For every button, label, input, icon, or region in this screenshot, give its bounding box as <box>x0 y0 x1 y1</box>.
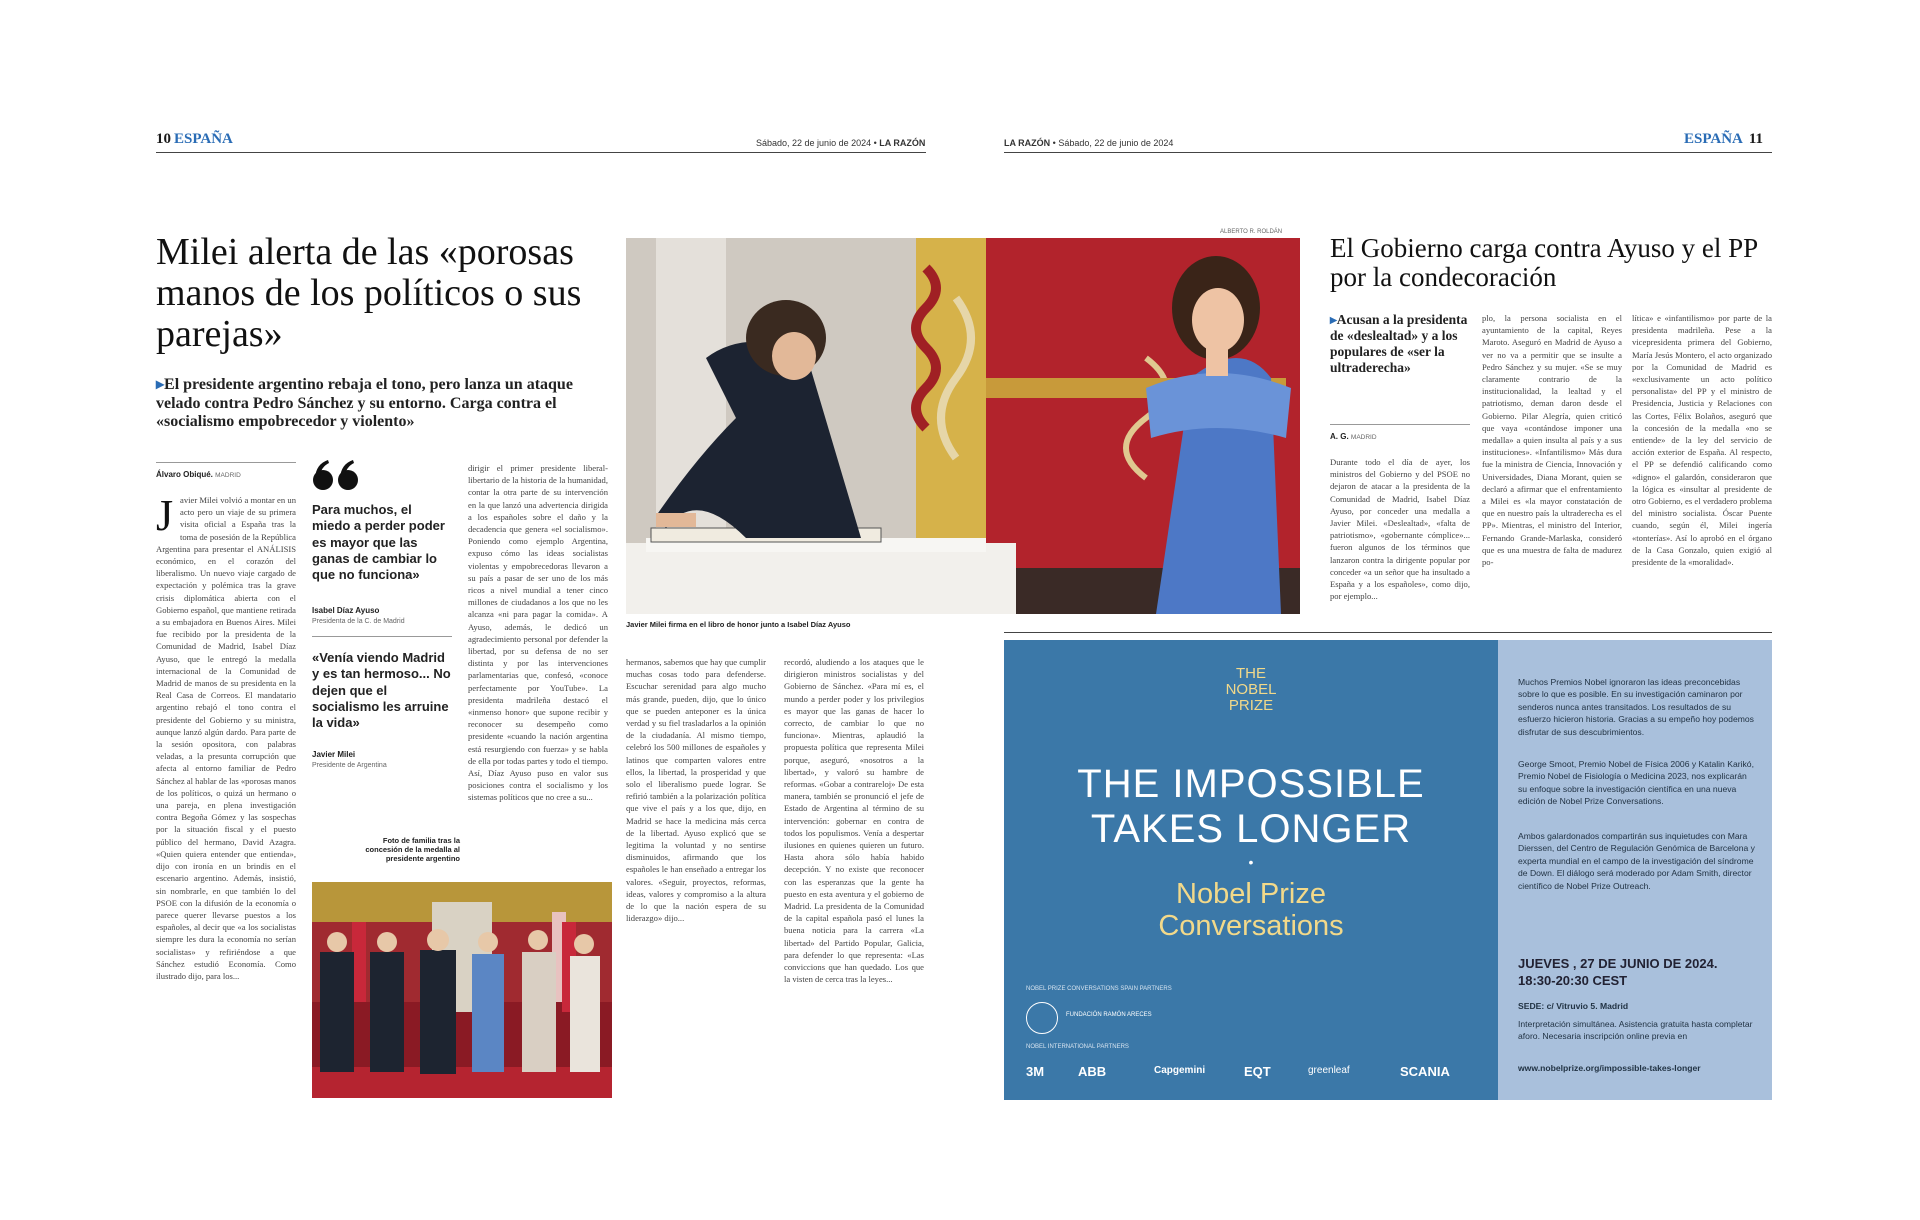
ad-url[interactable]: www.nobelprize.org/impossible-takes-longer <box>1518 1063 1701 1073</box>
fundacion-logo-icon <box>1026 1002 1058 1034</box>
quote1-name: Isabel Díaz Ayuso <box>312 606 380 615</box>
article1-lead-text: El presidente argentino rebaja el tono, pero lanza un ataque velado contra Pedro Sánchez y su entorno. Carga contra el «socialismo empobrecedor y violento» <box>156 376 573 431</box>
article1-place: MADRID <box>215 472 241 479</box>
quote2-role: Presidente de Argentina <box>312 762 387 769</box>
nobel-logo-line2: NOBEL <box>1225 680 1277 698</box>
left-page-number: 10 <box>156 131 171 147</box>
left-date: Sábado, 22 de junio de 2024 <box>756 138 872 148</box>
drop-cap: J <box>156 491 174 540</box>
ad-venue: SEDE: c/ Vitruvio 5. Madrid <box>1518 1001 1629 1011</box>
right-page-number: 11 <box>1748 131 1764 147</box>
partners-label: NOBEL PRIZE CONVERSATIONS SPAIN PARTNERS <box>1026 986 1172 992</box>
article1-byline <box>156 470 241 479</box>
nobel-subtitle-line2: Conversations <box>1158 910 1344 943</box>
left-page-header <box>156 131 233 148</box>
left-header-rule <box>156 152 926 153</box>
sponsor-greenleaf: greenleaf <box>1308 1065 1350 1076</box>
quote-mark-icon <box>312 458 362 499</box>
article1-column-4: hermanos, sabemos que hay que cumplir muchas cosas todo para defenderse. Escuchar serenidad para algo mucho más grande, pueden, dijo, que lo único que se pueden anteponer es la única verdad y su fiel trasladarlos a la opinión de la ciudadanía. Al mismo tiempo, celebró los 500 millones de españoles y latinos que comparten valores entre ellos, la libertad, la prosperidad y que solo el liberalismo puede lograr. Se refirió también a la polarización política que vive el país y a los que, dijo, en Madrid se hace la medicina más cerca de la libertad. Ayuso explicó que se legitima la voluntad y no sentirse disminuidos, afirmando que los españoles le han enseñado a entregar los valores. «Seguir, proyectos, reformas, ideas, valores y compromiso a la altura de lo que la nación espera de su liderazgo» dijo... <box>626 657 766 924</box>
quote1-text: Para muchos, el miedo a perder poder es mayor que las ganas de cambiar lo que no funciona» <box>312 502 445 582</box>
quote2-text: «Venía viendo Madrid y es tan hermoso... No dejen que el socialismo les arruine la vida» <box>312 650 451 730</box>
article1-column-3: dirigir el primer presidente liberal-libertario de la historia de la humanidad, contar la otra parte de su intervención en la que lanzó una advertencia dirigida a los españoles sobre el daño y la decadencia que genera «el socialismo». Poniendo como ejemplo Argentina, expuso cómo las ideas socialistas violentas y empobrecedoras llevaron a su país a pasar de ser uno de los más ricos a nivel mundial a tener cinco millones de ciudadanos a los que no les alcanza «ni para pagar la comida». A Ayuso, además, le dedicó un agradecimiento personal por defender la libertad, por su defensa de no ser distinta y por las intervenciones parlamentarias que, confesó, «conoce perfectamente por YouTube». La presidenta madrileña destacó el «inmenso honor» que supone recibir y reconocer su desempeño como presidente «cuando la nación argentina está resurgiendo con fuerza» y se habla de ella por todas partes y todo el tiempo. Así, Díaz Ayuso puso en valor sus posiciones contra el socialismo y los sistemas políticos que no cree a su... <box>468 463 608 803</box>
nobel-subtitle-line1: Nobel Prize <box>1176 878 1326 910</box>
ad-top-rule <box>1004 632 1772 633</box>
photo-credit: ALBERTO R. ROLDÁN <box>1220 229 1283 235</box>
sponsor-abb: ABB <box>1078 1064 1107 1079</box>
left-page-dateline: Sábado, 22 de junio de 2024 • LA RAZÓN <box>756 138 926 148</box>
nobel-logo-line1: THE <box>1236 665 1266 682</box>
article2-byline <box>1330 432 1377 441</box>
intl-label: NOBEL INTERNATIONAL PARTNERS <box>1026 1044 1129 1050</box>
family-photo <box>312 882 612 1098</box>
main-photo <box>626 238 1300 614</box>
left-section-label: ESPAÑA <box>174 131 233 147</box>
article1-lead <box>156 376 596 432</box>
small-photo-caption: Foto de familia tras la concesión de la medalla al presidente argentino <box>365 836 460 863</box>
left-masthead: LA RAZÓN <box>879 138 926 148</box>
quote1-role: Presidenta de la C. de Madrid <box>312 618 405 625</box>
quote2-name: Javier Milei <box>312 750 356 759</box>
quote-separator <box>312 636 452 637</box>
ad-body-2: George Smoot, Premio Nobel de Física 2006 y Katalin Karikó, Premio Nobel de Fisiología o Medicina 2023, nos explicarán su enfoque sobre la investigación científica en una nueva edición de Nobel Prize Conversations. <box>1518 759 1754 807</box>
article2-headline: El Gobierno carga contra Ayuso y el PP por la condecoración <box>1330 233 1758 293</box>
nobel-logo <box>1004 666 1498 713</box>
article2-lead <box>1330 312 1470 376</box>
nobel-bullet: • <box>1248 854 1254 870</box>
lead-arrow-icon: ▸ <box>156 376 165 393</box>
byline-rule <box>156 462 296 463</box>
ad-body-3: Ambos galardonados compartirán sus inquietudes con Mara Dierssen, del Centro de Regulación Genómica de Barcelona y experta mundial en el campo de la investigación del síndrome de Down. El diálogo será moderado por Adam Smith, director científico de Nobel Prize Outreach. <box>1518 831 1755 891</box>
drop-cap-spacer <box>156 494 180 534</box>
main-photo-caption: Javier Milei firma en el libro de honor junto a Isabel Díaz Ayuso <box>626 620 851 629</box>
article1-col1-body: avier Milei volvió a montar en un acto pero un viaje de su primera visita oficial a España tras la toma de posesión de la República Argentina para presentar el ANÁLISIS económico, en el corazón del liberalismo. Un nuevo viaje cargado de expectación y polémica tras la grave crisis diplomática abierta con el Gobierno español, que mantiene retirada a su embajadora en Buenos Aires. Milei fue recibido por la presidenta de la Comunidad de Madrid, Isabel Díaz Ayuso, que le entregó la medalla internacional de la Comunidad de Madrid de manos de su presidenta en la Real Casa de Correos. El mandatario argentino rebajó el tono contra el presidente del Gobierno y su ministra, aunque lanzó algún dardo. Para parte de la sesión opositora, con palabras veladas, a la presunta corrupción que afecta al entorno familiar de Pedro Sánchez al hablar de las «porosas manos de los políticos, o quizá un hermano o una pareja, en plena investigación contra Begoña Gómez y las sospechas por la situación fiscal y el puesto público del hermano, David Azagra. «Quien quiera entender que entienda», dijo con ironía en un brindis en el escenario argentino. Además, insistió, sin nombrarle, en que también lo del PSOE con la difusión de la economía o parece querer llevarse puestos a los españoles, al decir que «a los socialistas siempre les dura la economía no serían socialistas» y refiriéndose a que Sánchez estudió Economía. Como ilustrado dijo, para los... <box>156 495 296 981</box>
ad-date <box>1518 956 1758 990</box>
article1-column-5: recordó, aludiendo a los ataques que le dirigieron ministros socialistas y del Gobierno de Sánchez. «Para mí es, el mundo a perder poder y los privilegios es mayor que las ganas de hacer lo correcto, de cambiar lo que no funciona». Mientras, aplaudió la propuesta política que representa Milei porque, aseguró, «nosotros a la libertad», y valoró su hambre de reformas. «Gobar a contrareloj» De esta manera, también se pronunció el jefe de Estado de Argentina al término de su intervención: gobernar en contra de todos los populismos. Venía a despertar ilusiones en quienes quieren un futuro. Hasta ahora sólo había habido decepción. Y no existe que reconocer con las esperanzas que la gente ha puesto en esta aventura y el gobierno de Madrid. La presidenta de la Comunidad de la capital española pasó el lunes la buena noticia para la carrera «La libertad» del Partido Popular, Galicia, para defender lo que representa: «Las conviccions que han quedado. Los que la visten de cerca tras la leyes... <box>784 657 924 985</box>
nobel-title-line2: TAKES LONGER <box>1090 806 1412 851</box>
nobel-title-line1: THE IMPOSSIBLE <box>1077 762 1425 806</box>
nobel-ad-panel <box>1004 640 1498 1100</box>
article2-place: MADRID <box>1350 434 1377 441</box>
byline2-rule <box>1330 424 1470 425</box>
article2-column-3: lítica» e «infantilismo» por parte de la presidenta madrileña. Pese a la vicepresidenta primera del Gobierno, María Jesús Montero, el acto organizado por la Comunidad de Madrid es «exclusivamente un acto político personalista» del PP y el ministro de Presidencia, Justicia y Relaciones con las Cortes, Félix Bolaños, aseguró que la concesión de la medalla «no se entiende» de la ley del servicio de acción exterior de España. Al respecto, el PP se defendió calificando como «digno» el galardón, consideraron que la lógica es «insultar al presidente de otro Gobierno, es el verdadero problema del ministro socialista. Óscar Puente cuando, según él, Milei ingería «tonterías». Así lo aprobó en el órgano de la Casa Gonzalo, quien exigió al presidente de la «moralidad». <box>1632 313 1772 568</box>
sponsor-capgemini: Capgemini <box>1154 1065 1206 1076</box>
article1-headline: Milei alerta de las «porosas manos de los políticos o sus parejas» <box>156 231 582 356</box>
sponsor-3m: 3M <box>1026 1064 1045 1079</box>
right-page-header <box>1684 131 1766 148</box>
article1-col1-text <box>156 491 296 1090</box>
lead2-arrow-icon: ▸ <box>1330 312 1337 327</box>
nobel-logo-line3: PRIZE <box>1228 696 1274 714</box>
ad-date-line1: JUEVES , 27 DE JUNIO DE 2024. <box>1518 956 1718 971</box>
right-section-label: ESPAÑA <box>1684 131 1743 147</box>
nobel-ad-title <box>1004 762 1498 852</box>
ad-date-line2: 18:30-20:30 CEST <box>1518 972 1628 988</box>
ad-body-1: Muchos Premios Nobel ignoraron las ideas preconcebidas sobre lo que es posible. En su investigación caminaron por senderos nunca antes transitados. Los resultados de su esfuerzo hicieron historia. Gracias a su empeño hoy podemos disfrutar de sus descubrimientos. <box>1518 677 1754 737</box>
right-masthead: LA RAZÓN <box>1004 138 1051 148</box>
article2-column-1: Durante todo el día de ayer, los ministros del Gobierno y del PSOE no dejaron de atacar a la presidenta de la Comunidad de Madrid, Isabel Díaz Ayuso, por conceder una medalla a Javier Milei. «Deslealtad», «falta de patriotismo», «gobernante cómplice»... fueron algunos de los términos que lanzaron contra la dirigente popular por conceder «a un señor que ha insultado a España y a los españoles», como dijo, por ejemplo... <box>1330 457 1470 602</box>
article2-lead-text: Acusan a la presidenta de «deslealtad» y a los populares de «ser la ultraderecha» <box>1330 312 1468 375</box>
article1-column-1 <box>156 491 296 1090</box>
article1-author: Álvaro Obiqué. <box>156 470 213 479</box>
article2-author: A. G. <box>1330 432 1349 441</box>
nobel-ad-info-panel <box>1498 640 1772 1100</box>
right-page-dateline: LA RAZÓN • Sábado, 22 de junio de 2024 <box>1004 138 1174 148</box>
right-header-rule <box>1004 152 1772 153</box>
sponsor-scania: SCANIA <box>1400 1064 1450 1079</box>
sponsor-eqt: EQT <box>1244 1064 1271 1079</box>
right-date: Sábado, 22 de junio de 2024 <box>1058 138 1174 148</box>
article2-column-2: plo, la persona socialista en el ayuntamiento de la capital, Reyes Maroto. Aseguró en Madrid de Ayuso a ver no va a permitir que se insulte a Pedro Sánchez y su mujer. «Se se muy claramente contrario de la institucionalidad, la lealtad y el patriotismo, deman daron desde el Gobierno. Pilar Alegría, quien criticó que vaya «contándose imponer una medalla» a quien insulta al país y a sus instituciones». «Infantilismo» Más dura fue la ministra de Ciencia, Innovación y Universidades, Diana Morant, quien se declaró a afirmar que el enfrentamiento a Milei es «la mayor constatación de que en nuestro país la ultraderecha es el PP». Mientras, el ministro del Interior, Fernando Grande-Marlaska, consideró que es una muestra de falta de madurez po- <box>1482 313 1622 568</box>
nobel-ad-subtitle <box>1004 878 1498 943</box>
ad-info: Interpretación simultánea. Asistencia gratuita hasta completar aforo. Necesaria inscripción online previa en <box>1518 1019 1753 1042</box>
host-label: FUNDACIÓN RAMÓN ARECES <box>1066 1012 1152 1018</box>
